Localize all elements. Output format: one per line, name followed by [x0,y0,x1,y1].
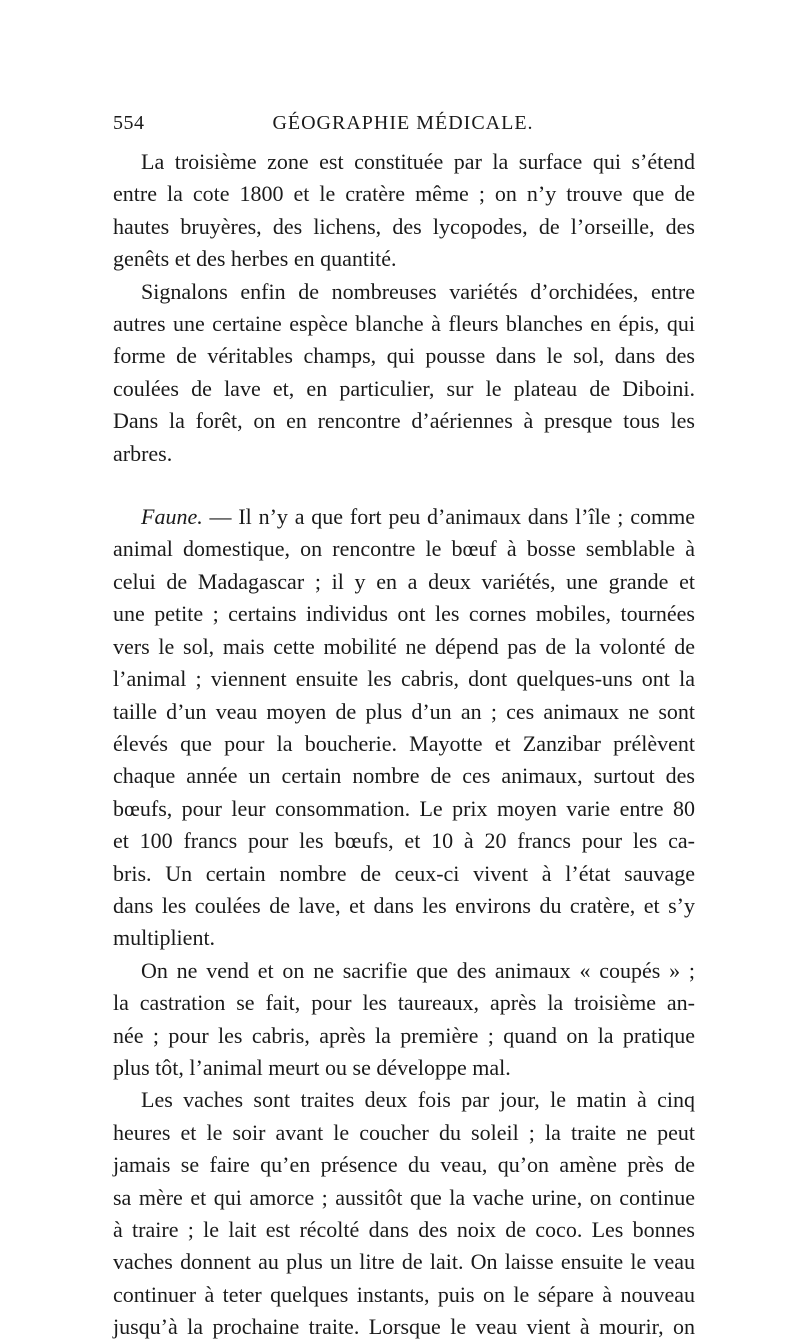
text-line: sa mère et qui amorce ; aussitôt que la vache urine, on continue [113,1184,695,1210]
text-line: à traire ; le lait est récolté dans des noix de coco. Les bonnes [113,1217,695,1242]
text-line: entre la cote 1800 et le cratère même ; on n’y trouve que de [113,181,695,207]
text-line: continuer à teter quelques instants, puis on le sépare à nouveau [113,1281,695,1307]
paragraph-third-zone [113,146,695,276]
text-line: La troisième zone est constituée par la surface qui s’étend [141,149,695,174]
text-line: et 100 francs pour les bœufs, et 10 à 20 francs pour les ca- [113,828,695,854]
text-line: hautes bruyères, des lichens, des lycopodes, de l’orseille, des [113,213,695,239]
text-line: élevés que pour la boucherie. Mayotte et Zanzibar prélèvent [113,730,695,756]
text-line: plus tôt, l’animal meurt ou se développe mal. [113,1054,511,1080]
text-line: bœufs, pour leur consommation. Le prix moyen varie entre 80 [113,795,695,821]
paragraph-fauna [113,501,695,955]
text-line [113,501,695,533]
text-line: la castration se fait, pour les taureaux, après la troisième an- [113,990,695,1016]
text-line: vaches donnent au plus un litre de lait. On laisse ensuite le veau [113,1249,695,1275]
text-line: genêts et des herbes en quantité. [113,246,397,272]
text-line: taille d’un veau moyen de plus d’un an ; ces animaux ne sont [113,698,695,724]
text-line: jusqu’à la prochaine traite. Lorsque le veau vient à mourir, on [113,1314,695,1340]
text-line: heures et le soir avant le coucher du soleil ; la traite ne peut [113,1119,695,1145]
text-line: animal domestique, on rencontre le bœuf à bosse semblable à [113,536,695,562]
text-line: On ne vend et on ne sacrifie que des animaux « coupés » ; [141,957,695,983]
text-line: bris. Un certain nombre de ceux-ci vivent à l’état sauvage [113,860,695,886]
text-line: Dans la forêt, on en rencontre d’aériennes à presque tous les [113,408,695,434]
text-line: dans les coulées de lave, et dans les environs du cratère, et s’y [113,892,695,918]
paragraph-milking [113,1084,695,1343]
text-line: chaque année un certain nombre de ces animaux, surtout des [113,763,695,789]
page-number: 554 [113,112,145,134]
text-line: Signalons enfin de nombreuses variétés d’orchidées, entre [141,278,695,304]
text-line: une petite ; certains individus ont les cornes mobiles, tournées [113,601,695,627]
text-line: autres une certaine espèce blanche à fleurs blanches en épis, qui [113,311,695,337]
text-line: l’animal ; viennent ensuite les cabris, dont quelques-uns ont la [113,666,695,692]
text-line: née ; pour les cabris, après la première ; quand on la pratique [113,1022,695,1048]
text-fragment: — Il n’y a que fort peu d’animaux dans l’île ; comme [202,504,695,530]
section-gap [113,470,695,501]
text-line: vers le sol, mais cette mobilité ne dépend pas de la volonté de [113,633,695,659]
paragraph-castration [113,955,695,1085]
page-body [113,146,695,1344]
running-header [113,112,693,142]
text-line: celui de Madagascar ; il y en a deux variétés, une grande et [113,568,695,594]
running-title: GÉOGRAPHIE MÉDICALE. [272,112,534,134]
text-line: multiplient. [113,925,216,951]
paragraph-orchids [113,276,695,470]
text-line: arbres. [113,440,173,466]
section-lead-faune: Faune. [141,504,203,530]
text-line: jamais se faire qu’en présence du veau, qu’on amène près de [113,1152,695,1178]
text-line: Les vaches sont traites deux fois par jour, le matin à cinq [141,1087,695,1113]
text-line: forme de véritables champs, qui pousse dans le sol, dans des [113,343,695,369]
text-line: coulées de lave et, en particulier, sur le plateau de Diboini. [113,375,695,401]
